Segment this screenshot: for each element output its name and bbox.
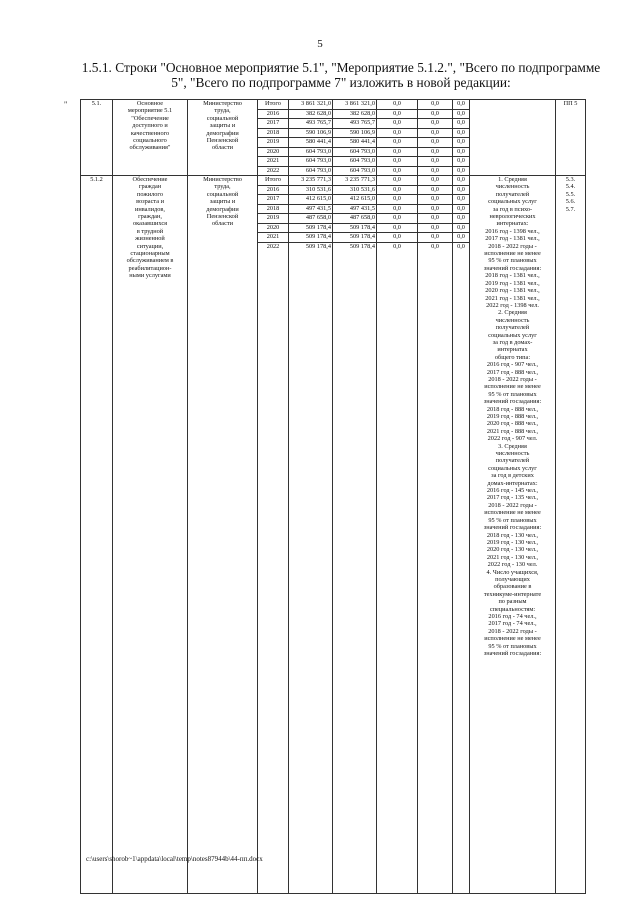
- activity-name-line: граждан: [138, 183, 162, 191]
- local-budget-cell: 0,0: [418, 204, 453, 214]
- year-cell: 2017: [258, 119, 289, 129]
- indicator-description-line: 2017 год - 135 чел.,: [486, 494, 539, 502]
- activity-name-line: стационарным: [130, 250, 170, 258]
- other-sources-cell: 0,0: [453, 195, 470, 205]
- regional-budget-cell: 604 793,0: [333, 147, 377, 157]
- indicator-description-line: получателей: [495, 190, 530, 198]
- federal-budget-cell: 0,0: [377, 195, 418, 205]
- indicator-description-line: специальностям:: [489, 605, 536, 613]
- program-table: [80, 99, 586, 894]
- indicator-description-line: за год в домах-: [492, 338, 533, 346]
- indicator-description-line: 95 % от плановых: [488, 642, 537, 650]
- activity-name-line: обслуживания": [129, 144, 171, 152]
- indicator-description-line: социальных услуг: [488, 198, 537, 206]
- federal-budget-cell: 0,0: [377, 242, 418, 893]
- activity-name-line: ситуации,: [136, 242, 164, 250]
- indicator-description-line: 2016 год - 907 чел.,: [486, 361, 539, 369]
- indicator-description-line: социальных услуг: [488, 331, 537, 339]
- indicator-description-line: общего типа:: [494, 353, 531, 361]
- total-amount-cell: 604 793,0: [289, 166, 333, 176]
- program-reference-line: ПП 5: [563, 100, 578, 107]
- indicator-description-line: получателей: [495, 324, 530, 332]
- local-budget-cell: 0,0: [418, 242, 453, 893]
- total-amount-cell: 3 235 771,3: [289, 176, 333, 186]
- year-cell: 2018: [258, 204, 289, 214]
- federal-budget-cell: 0,0: [377, 128, 418, 138]
- other-sources-cell: 0,0: [453, 109, 470, 119]
- other-sources-cell: 0,0: [453, 223, 470, 233]
- indicator-description-line: домах-интернатах:: [487, 479, 538, 487]
- indicator-description-line: исполнение не менее: [484, 383, 541, 391]
- indicator-description-line: 2022 год - 1398 чел.: [486, 301, 539, 309]
- activity-name: [113, 176, 188, 894]
- total-amount-cell: 509 178,4: [289, 223, 333, 233]
- indicator-description-line: 2016 год - 145 чел.,: [486, 487, 539, 495]
- other-sources-cell: 0,0: [453, 138, 470, 148]
- indicator-description-line: 2017 год - 74 чел.,: [488, 620, 537, 628]
- other-sources-cell: 0,0: [453, 166, 470, 176]
- indicator-description-line: техникуме-интернате: [483, 590, 542, 598]
- local-budget-cell: 0,0: [418, 185, 453, 195]
- program-reference: [556, 100, 586, 176]
- activity-code: 5.1.2: [81, 176, 113, 894]
- indicator-description-line: 2019 год - 130 чел.,: [486, 538, 539, 546]
- indicator-description-line: значений госзадания:: [483, 524, 542, 532]
- year-cell: 2019: [258, 214, 289, 224]
- indicator-description-line: получателей: [495, 457, 530, 465]
- indicator-description: [470, 176, 556, 894]
- executor-name-line: социальной: [206, 114, 239, 122]
- regional-budget-cell: 3 235 771,3: [333, 176, 377, 186]
- executor-name: [188, 100, 258, 176]
- regional-budget-cell: 487 658,0: [333, 214, 377, 224]
- activity-name-line: реабилитацион-: [128, 264, 172, 272]
- executor-name-line: Министерство: [203, 176, 242, 183]
- indicator-description-line: 2018 - 2022 годы -: [488, 242, 537, 250]
- activity-name-line: Основное: [136, 100, 164, 107]
- other-sources-cell: 0,0: [453, 157, 470, 167]
- indicator-description-line: 2019 год - 1381 чел.,: [485, 279, 540, 287]
- federal-budget-cell: 0,0: [377, 223, 418, 233]
- regional-budget-cell: 310 531,6: [333, 185, 377, 195]
- local-budget-cell: 0,0: [418, 195, 453, 205]
- regional-budget-cell: 497 431,5: [333, 204, 377, 214]
- year-cell: 2020: [258, 223, 289, 233]
- total-amount-cell: 604 793,0: [289, 147, 333, 157]
- regional-budget-cell: 509 178,4: [333, 242, 377, 893]
- indicator-description-line: неврологических: [489, 213, 536, 221]
- activity-name-line: "Обеспечение: [131, 114, 169, 122]
- year-cell: Итого: [258, 100, 289, 110]
- federal-budget-cell: 0,0: [377, 204, 418, 214]
- total-amount-cell: 604 793,0: [289, 157, 333, 167]
- indicator-description-line: по разным: [498, 598, 527, 606]
- program-reference: [556, 176, 586, 894]
- activity-name-line: оказавшихся: [132, 220, 168, 228]
- local-budget-cell: 0,0: [418, 233, 453, 243]
- activity-name-line: граждан,: [138, 213, 162, 221]
- indicator-description-line: 95 % от плановых: [488, 516, 537, 524]
- federal-budget-cell: 0,0: [377, 109, 418, 119]
- total-amount-cell: 412 615,0: [289, 195, 333, 205]
- year-cell: 2016: [258, 109, 289, 119]
- open-quote-mark: ": [64, 100, 68, 109]
- year-cell: 2019: [258, 138, 289, 148]
- activity-name-line: ными услугами: [129, 272, 171, 280]
- indicator-description-line: получающих: [495, 575, 530, 583]
- indicator-description-line: значений госзадания:: [483, 398, 542, 406]
- federal-budget-cell: 0,0: [377, 176, 418, 186]
- program-reference-line: 5.6.: [565, 198, 576, 206]
- total-amount-cell: 487 658,0: [289, 214, 333, 224]
- page-number: 5: [317, 38, 323, 50]
- executor-name-line: области: [211, 144, 234, 152]
- local-budget-cell: 0,0: [418, 109, 453, 119]
- local-budget-cell: 0,0: [418, 214, 453, 224]
- executor-name-line: труда,: [214, 183, 231, 191]
- other-sources-cell: 0,0: [453, 147, 470, 157]
- year-cell: 2022: [258, 166, 289, 176]
- indicator-description-line: 2016 год - 1398 чел.,: [485, 227, 540, 235]
- local-budget-cell: 0,0: [418, 100, 453, 110]
- indicator-description-line: за год в детских: [491, 472, 534, 480]
- file-path-footer: c:\users\shorob~1\appdata\local\temp\notes87944b\44-пп.docx: [86, 855, 263, 863]
- table-row: [81, 176, 586, 186]
- total-amount-cell: 590 106,9: [289, 128, 333, 138]
- year-cell: 2017: [258, 195, 289, 205]
- local-budget-cell: 0,0: [418, 223, 453, 233]
- indicator-description-line: 95 % от плановых: [488, 390, 537, 398]
- indicator-description-line: исполнение не менее: [484, 635, 541, 643]
- local-budget-cell: 0,0: [418, 166, 453, 176]
- executor-name-line: демографии: [206, 205, 239, 213]
- indicator-description-line: 2021 год - 1381 чел.,: [485, 294, 540, 302]
- total-amount-cell: 382 628,0: [289, 109, 333, 119]
- indicator-description: [470, 100, 556, 176]
- other-sources-cell: 0,0: [453, 233, 470, 243]
- regional-budget-cell: 509 178,4: [333, 223, 377, 233]
- indicator-description-line: 2. Средняя: [498, 309, 527, 317]
- indicator-description-line: 2020 год - 1381 чел.,: [485, 287, 540, 295]
- executor-name-line: демографии: [206, 129, 239, 137]
- local-budget-cell: 0,0: [418, 176, 453, 186]
- regional-budget-cell: 3 861 321,0: [333, 100, 377, 110]
- regional-budget-cell: 580 441,4: [333, 138, 377, 148]
- table-body: [81, 100, 586, 894]
- activity-name: [113, 100, 188, 176]
- total-amount-cell: 580 441,4: [289, 138, 333, 148]
- indicator-description-line: 2020 год - 130 чел.,: [486, 546, 539, 554]
- executor-name-line: Пензенской: [206, 137, 239, 145]
- executor-name-line: Министерство: [203, 100, 242, 107]
- regional-budget-cell: 590 106,9: [333, 128, 377, 138]
- other-sources-cell: 0,0: [453, 214, 470, 224]
- regional-budget-cell: 412 615,0: [333, 195, 377, 205]
- total-amount-cell: 497 431,5: [289, 204, 333, 214]
- indicator-description-line: 2018 - 2022 годы -: [488, 501, 537, 509]
- total-amount-cell: 310 531,6: [289, 185, 333, 195]
- activity-name-line: обслуживанием в: [126, 257, 174, 265]
- indicator-description-line: исполнение не менее: [484, 509, 541, 517]
- federal-budget-cell: 0,0: [377, 147, 418, 157]
- indicator-description-line: 2018 год - 888 чел.,: [486, 405, 539, 413]
- year-cell: 2020: [258, 147, 289, 157]
- indicator-description-line: численность: [495, 183, 530, 191]
- other-sources-cell: 0,0: [453, 185, 470, 195]
- executor-name-line: Пензенской: [206, 213, 239, 221]
- executor-name-line: области: [211, 220, 234, 228]
- year-cell: 2016: [258, 185, 289, 195]
- activity-name-line: доступного и: [132, 122, 168, 130]
- other-sources-cell: 0,0: [453, 204, 470, 214]
- activity-name-line: социального: [133, 137, 167, 145]
- year-cell: 2022: [258, 242, 289, 893]
- activity-name-line: инвалидов,: [135, 205, 165, 213]
- indicator-description-line: 2020 год - 888 чел.,: [486, 420, 539, 428]
- indicator-description-line: исполнение не менее: [484, 250, 541, 258]
- regional-budget-cell: 604 793,0: [333, 157, 377, 167]
- indicator-description-line: численность: [495, 316, 530, 324]
- local-budget-cell: 0,0: [418, 119, 453, 129]
- indicator-description-line: значений госзадания:: [483, 264, 542, 272]
- federal-budget-cell: 0,0: [377, 138, 418, 148]
- other-sources-cell: 0,0: [453, 128, 470, 138]
- table-row: [81, 100, 586, 110]
- total-amount-cell: 509 178,4: [289, 242, 333, 893]
- indicator-description-line: 2018 год - 1381 чел.,: [485, 272, 540, 280]
- local-budget-cell: 0,0: [418, 147, 453, 157]
- indicator-description-line: 1. Средняя: [498, 176, 527, 183]
- local-budget-cell: 0,0: [418, 128, 453, 138]
- year-cell: Итого: [258, 176, 289, 186]
- amendment-heading: 1.5.1. Строки "Основное мероприятие 5.1", "Мероприятие 5.1.2.", "Всего по подпрограмме 5", "Всего по подпрограмме 7" изложить в новой редакции:: [81, 60, 601, 90]
- indicator-description-line: 2022 год - 907 чел.: [487, 435, 538, 443]
- indicator-description-line: социальных услуг: [488, 464, 537, 472]
- federal-budget-cell: 0,0: [377, 233, 418, 243]
- indicator-description-line: 2017 год - 888 чел.,: [486, 368, 539, 376]
- regional-budget-cell: 509 178,4: [333, 233, 377, 243]
- executor-name-line: социальной: [206, 190, 239, 198]
- program-reference-line: 5.3.: [565, 176, 576, 183]
- executor-name-line: защиты и: [209, 198, 236, 206]
- indicator-description-line: 2021 год - 130 чел.,: [486, 553, 539, 561]
- executor-name-line: защиты и: [209, 122, 236, 130]
- indicator-description-line: 2021 год - 888 чел.,: [486, 427, 539, 435]
- year-cell: 2018: [258, 128, 289, 138]
- other-sources-cell: 0,0: [453, 242, 470, 893]
- total-amount-cell: 493 765,7: [289, 119, 333, 129]
- activity-name-line: в трудной: [136, 227, 164, 235]
- executor-name: [188, 176, 258, 894]
- indicator-description-line: значений госзадания:: [483, 650, 542, 657]
- regional-budget-cell: 604 793,0: [333, 166, 377, 176]
- activity-name-line: мероприятие 5.1: [127, 107, 173, 115]
- total-amount-cell: 3 861 321,0: [289, 100, 333, 110]
- other-sources-cell: 0,0: [453, 100, 470, 110]
- regional-budget-cell: 382 628,0: [333, 109, 377, 119]
- activity-name-line: качественного: [130, 129, 170, 137]
- indicator-description-line: 3. Средняя: [498, 442, 527, 450]
- indicator-description-line: 4. Число учащихся,: [486, 568, 539, 576]
- total-amount-cell: 509 178,4: [289, 233, 333, 243]
- indicator-description-line: 2018 - 2022 годы -: [488, 627, 537, 635]
- indicator-description-line: образование в: [493, 583, 532, 591]
- program-reference-line: 5.5.: [565, 190, 576, 198]
- federal-budget-cell: 0,0: [377, 185, 418, 195]
- program-reference-line: 5.4.: [565, 183, 576, 191]
- indicator-description-line: интернатах:: [496, 220, 529, 228]
- other-sources-cell: 0,0: [453, 119, 470, 129]
- indicator-description-line: за год в психо-: [492, 205, 533, 213]
- activity-name-line: пожилого: [137, 190, 163, 198]
- activity-name-line: жизненной: [135, 235, 165, 243]
- other-sources-cell: 0,0: [453, 176, 470, 186]
- local-budget-cell: 0,0: [418, 138, 453, 148]
- indicator-description-line: 2017 год - 1381 чел.,: [485, 235, 540, 243]
- local-budget-cell: 0,0: [418, 157, 453, 167]
- indicator-description-line: 2018 год - 130 чел.,: [486, 531, 539, 539]
- federal-budget-cell: 0,0: [377, 119, 418, 129]
- activity-code: 5.1.: [81, 100, 113, 176]
- year-cell: 2021: [258, 157, 289, 167]
- indicator-description-line: 2022 год - 130 чел.: [487, 561, 538, 569]
- executor-name-line: труда,: [214, 107, 231, 115]
- indicator-description-line: 2016 год - 74 чел.,: [488, 612, 537, 620]
- indicator-description-line: 95 % от плановых: [488, 257, 537, 265]
- program-reference-line: 5.7.: [565, 205, 576, 213]
- federal-budget-cell: 0,0: [377, 166, 418, 176]
- indicator-description-line: численность: [495, 450, 530, 458]
- indicator-description-line: интернатах: [497, 346, 528, 354]
- activity-name-line: возраста и: [136, 198, 164, 206]
- regional-budget-cell: 493 765,7: [333, 119, 377, 129]
- indicator-description-line: 2019 год - 888 чел.,: [486, 413, 539, 420]
- year-cell: 2021: [258, 233, 289, 243]
- activity-name-line: Обеспечение: [132, 176, 168, 183]
- federal-budget-cell: 0,0: [377, 157, 418, 167]
- federal-budget-cell: 0,0: [377, 100, 418, 110]
- indicator-description-line: 2018 - 2022 годы -: [488, 375, 537, 383]
- federal-budget-cell: 0,0: [377, 214, 418, 224]
